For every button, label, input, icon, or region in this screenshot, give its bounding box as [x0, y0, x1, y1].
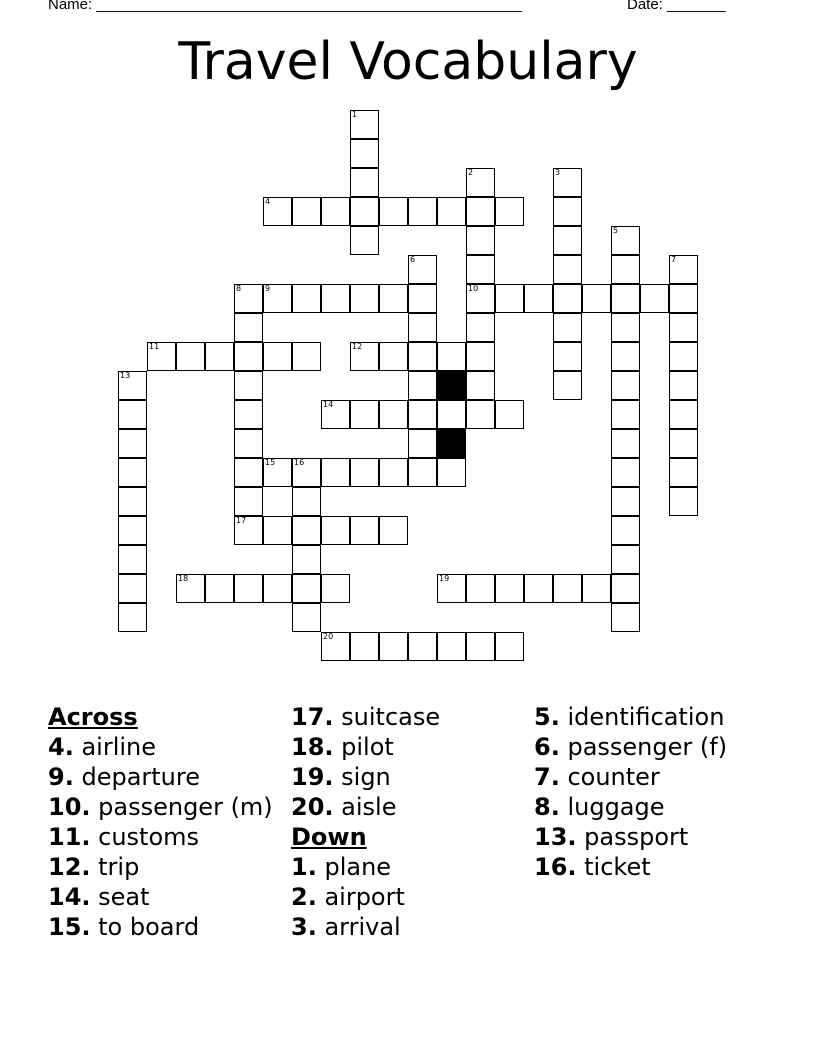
crossword-cell[interactable]: [350, 139, 379, 168]
crossword-cell[interactable]: [234, 284, 263, 313]
crossword-cell[interactable]: [466, 371, 495, 400]
clue-item-text: plane: [316, 853, 392, 881]
crossword-cell[interactable]: [118, 603, 147, 632]
clue-item-text: airline: [73, 733, 157, 761]
crossword-cell[interactable]: [234, 487, 263, 516]
crossword-cell[interactable]: [379, 458, 408, 487]
clue-number-1: 1: [352, 110, 358, 119]
crossword-cell[interactable]: [553, 226, 582, 255]
clue-number-13: 13: [120, 371, 131, 380]
name-field-line: Name: ___________________________________________________: [48, 0, 522, 13]
crossword-cell[interactable]: [553, 168, 582, 197]
crossword-cell[interactable]: [553, 313, 582, 342]
crossword-cell[interactable]: [350, 632, 379, 661]
crossword-cell[interactable]: [466, 574, 495, 603]
clue-number-15: 15: [265, 458, 276, 467]
crossword-cell[interactable]: [495, 197, 524, 226]
crossword-cell[interactable]: [234, 574, 263, 603]
clue-item-number: 15.: [48, 913, 91, 941]
clue-number-3: 3: [555, 168, 561, 177]
crossword-cell[interactable]: [611, 603, 640, 632]
crossword-cell[interactable]: [350, 284, 379, 313]
crossword-cell[interactable]: [234, 371, 263, 400]
clue-number-9: 9: [265, 284, 271, 293]
crossword-cell[interactable]: [524, 574, 553, 603]
clue-item-number: 16.: [534, 853, 577, 881]
crossword-cell[interactable]: [611, 400, 640, 429]
crossword-cell[interactable]: [263, 516, 292, 545]
crossword-cell[interactable]: [582, 284, 611, 313]
clue-number-11: 11: [149, 342, 160, 351]
clue-number-17: 17: [236, 516, 247, 525]
crossword-cell[interactable]: [553, 255, 582, 284]
crossword-cell[interactable]: [669, 429, 698, 458]
crossword-cell[interactable]: [379, 400, 408, 429]
crossword-cell[interactable]: [611, 545, 640, 574]
crossword-cell[interactable]: [611, 342, 640, 371]
crossword-black-cell: [437, 429, 466, 458]
crossword-cell[interactable]: [321, 284, 350, 313]
crossword-cell[interactable]: [611, 255, 640, 284]
crossword-cell[interactable]: [292, 458, 321, 487]
clue-item-text: to board: [90, 913, 200, 941]
crossword-cell[interactable]: [437, 574, 466, 603]
crossword-cell[interactable]: [379, 284, 408, 313]
crossword-cell[interactable]: [350, 342, 379, 371]
crossword-cell[interactable]: [321, 400, 350, 429]
clue-item: [48, 882, 273, 912]
clue-item: [534, 702, 727, 732]
crossword-cell[interactable]: [205, 574, 234, 603]
crossword-cell[interactable]: [669, 342, 698, 371]
clue-item: [291, 912, 440, 942]
crossword-cell[interactable]: [466, 226, 495, 255]
crossword-cell[interactable]: [437, 632, 466, 661]
crossword-cell[interactable]: [408, 400, 437, 429]
clue-item-text: ticket: [576, 853, 651, 881]
crossword-cell[interactable]: [379, 342, 408, 371]
crossword-cell[interactable]: [176, 342, 205, 371]
crossword-cell[interactable]: [263, 458, 292, 487]
crossword-cell[interactable]: [582, 574, 611, 603]
clue-number-5: 5: [613, 226, 619, 235]
crossword-cell[interactable]: [263, 342, 292, 371]
clue-item-text: identification: [559, 703, 725, 731]
crossword-cell[interactable]: [611, 516, 640, 545]
crossword-cell[interactable]: [553, 342, 582, 371]
crossword-cell[interactable]: [553, 284, 582, 313]
crossword-cell[interactable]: [408, 429, 437, 458]
crossword-cell[interactable]: [408, 632, 437, 661]
crossword-cell[interactable]: [466, 197, 495, 226]
clue-item: [534, 732, 727, 762]
crossword-cell[interactable]: [669, 371, 698, 400]
crossword-cell[interactable]: [495, 574, 524, 603]
crossword-cell[interactable]: [611, 371, 640, 400]
crossword-cell[interactable]: [176, 574, 205, 603]
crossword-cell[interactable]: [350, 458, 379, 487]
crossword-cell[interactable]: [495, 284, 524, 313]
crossword-cell[interactable]: [118, 516, 147, 545]
crossword-cell[interactable]: [611, 429, 640, 458]
crossword-cell[interactable]: [234, 313, 263, 342]
crossword-cell[interactable]: [408, 284, 437, 313]
crossword-cell[interactable]: [118, 458, 147, 487]
clue-number-8: 8: [236, 284, 242, 293]
crossword-cell[interactable]: [292, 197, 321, 226]
crossword-cell[interactable]: [495, 632, 524, 661]
clue-number-20: 20: [323, 632, 334, 641]
clue-item: [291, 702, 440, 732]
crossword-cell[interactable]: [321, 516, 350, 545]
crossword-cell[interactable]: [669, 400, 698, 429]
clue-item: [48, 792, 273, 822]
clue-item-number: 8.: [534, 793, 560, 821]
crossword-cell[interactable]: [611, 458, 640, 487]
clue-item-text: passport: [576, 823, 689, 851]
date-field-line: Date: _______: [627, 0, 726, 13]
crossword-cell[interactable]: [437, 400, 466, 429]
clue-item-number: 4.: [48, 733, 74, 761]
crossword-cell[interactable]: [118, 429, 147, 458]
clue-item-number: 2.: [291, 883, 317, 911]
clue-item-text: luggage: [559, 793, 665, 821]
crossword-cell[interactable]: [118, 400, 147, 429]
clue-item-number: 5.: [534, 703, 560, 731]
clue-item: [534, 852, 727, 882]
crossword-cell[interactable]: [611, 313, 640, 342]
clue-item-number: 17.: [291, 703, 334, 731]
clue-item: [48, 732, 273, 762]
crossword-cell[interactable]: [292, 516, 321, 545]
crossword-cell[interactable]: [437, 458, 466, 487]
crossword-cell[interactable]: [379, 516, 408, 545]
crossword-cell[interactable]: [263, 284, 292, 313]
crossword-cell[interactable]: [292, 603, 321, 632]
clue-item: [291, 882, 440, 912]
crossword-cell[interactable]: [466, 632, 495, 661]
clue-number-6: 6: [410, 255, 416, 264]
crossword-cell[interactable]: [553, 574, 582, 603]
crossword-cell[interactable]: [234, 429, 263, 458]
crossword-cell[interactable]: [205, 342, 234, 371]
clue-item-number: 13.: [534, 823, 577, 851]
crossword-cell[interactable]: [292, 487, 321, 516]
crossword-cell[interactable]: [350, 110, 379, 139]
crossword-cell[interactable]: [408, 313, 437, 342]
crossword-cell[interactable]: [466, 255, 495, 284]
clue-item-number: 10.: [48, 793, 91, 821]
clue-item: [534, 792, 727, 822]
crossword-cell[interactable]: [408, 197, 437, 226]
crossword-cell[interactable]: [466, 284, 495, 313]
crossword-cell[interactable]: [321, 197, 350, 226]
crossword-cell[interactable]: [408, 371, 437, 400]
crossword-cell[interactable]: [669, 313, 698, 342]
crossword-cell[interactable]: [118, 487, 147, 516]
crossword-cell[interactable]: [321, 632, 350, 661]
clue-number-10: 10: [468, 284, 479, 293]
crossword-cell[interactable]: [437, 342, 466, 371]
crossword-cell[interactable]: [611, 487, 640, 516]
crossword-cell[interactable]: [234, 400, 263, 429]
clue-item-number: 7.: [534, 763, 560, 791]
crossword-black-cell: [437, 371, 466, 400]
clue-item: [291, 762, 440, 792]
clue-item-text: departure: [73, 763, 200, 791]
clue-item-text: counter: [559, 763, 660, 791]
crossword-cell[interactable]: [234, 516, 263, 545]
crossword-cell[interactable]: [379, 197, 408, 226]
clue-column-3: [534, 702, 727, 882]
clue-item-text: customs: [90, 823, 200, 851]
clue-number-14: 14: [323, 400, 334, 409]
crossword-cell[interactable]: [466, 400, 495, 429]
crossword-cell[interactable]: [466, 342, 495, 371]
crossword-cell[interactable]: [350, 516, 379, 545]
clue-item: [48, 822, 273, 852]
crossword-cell[interactable]: [669, 255, 698, 284]
crossword-cell[interactable]: [611, 226, 640, 255]
clue-item-number: 1.: [291, 853, 317, 881]
clue-item-number: 19.: [291, 763, 334, 791]
clue-item-number: 9.: [48, 763, 74, 791]
clue-item: [48, 762, 273, 792]
clue-item: [534, 762, 727, 792]
clue-number-19: 19: [439, 574, 450, 583]
crossword-cell[interactable]: [466, 313, 495, 342]
clue-item-text: seat: [90, 883, 150, 911]
clue-item-number: 6.: [534, 733, 560, 761]
down-heading: Down: [291, 823, 367, 851]
clue-number-2: 2: [468, 168, 474, 177]
crossword-cell[interactable]: [466, 168, 495, 197]
crossword-cell[interactable]: [321, 458, 350, 487]
crossword-cell[interactable]: [350, 197, 379, 226]
clue-item-number: 12.: [48, 853, 91, 881]
crossword-cell[interactable]: [640, 284, 669, 313]
clue-item-text: passenger (m): [90, 793, 273, 821]
crossword-cell[interactable]: [350, 226, 379, 255]
clue-item-text: suitcase: [333, 703, 441, 731]
clue-item: [534, 822, 727, 852]
crossword-cell[interactable]: [263, 574, 292, 603]
clue-item: [291, 732, 440, 762]
clue-item-number: 18.: [291, 733, 334, 761]
clue-item: [48, 912, 273, 942]
crossword-cell[interactable]: [118, 371, 147, 400]
clue-item-number: 11.: [48, 823, 91, 851]
crossword-cell[interactable]: [292, 574, 321, 603]
crossword-cell[interactable]: [118, 545, 147, 574]
crossword-cell[interactable]: [321, 574, 350, 603]
clue-number-16: 16: [294, 458, 305, 467]
crossword-cell[interactable]: [524, 284, 553, 313]
crossword-cell[interactable]: [611, 574, 640, 603]
clue-column-2: [291, 702, 440, 942]
clue-number-12: 12: [352, 342, 363, 351]
crossword-cell[interactable]: [147, 342, 176, 371]
crossword-cell[interactable]: [234, 342, 263, 371]
clue-item: [48, 852, 273, 882]
clue-item: [291, 792, 440, 822]
clue-item-text: aisle: [333, 793, 397, 821]
crossword-cell[interactable]: [263, 197, 292, 226]
across-heading: Across: [48, 703, 138, 731]
crossword-cell[interactable]: [408, 255, 437, 284]
crossword-cell[interactable]: [611, 284, 640, 313]
crossword-cell[interactable]: [553, 371, 582, 400]
clue-item: [291, 852, 440, 882]
crossword-cell[interactable]: [408, 342, 437, 371]
page-title: Travel Vocabulary: [178, 32, 638, 92]
crossword-cell[interactable]: [553, 197, 582, 226]
crossword-cell[interactable]: [669, 284, 698, 313]
clue-item-text: trip: [90, 853, 140, 881]
clue-item-text: pilot: [333, 733, 394, 761]
crossword-cell[interactable]: [437, 197, 466, 226]
crossword-cell[interactable]: [669, 458, 698, 487]
clue-item-number: 20.: [291, 793, 334, 821]
clue-item-text: sign: [333, 763, 391, 791]
clue-column-1: [48, 702, 273, 942]
crossword-cell[interactable]: [350, 400, 379, 429]
clue-number-18: 18: [178, 574, 189, 583]
clue-item-number: 3.: [291, 913, 317, 941]
crossword-cell[interactable]: [292, 545, 321, 574]
crossword-cell[interactable]: [234, 458, 263, 487]
crossword-cell[interactable]: [118, 574, 147, 603]
clue-item-text: airport: [316, 883, 405, 911]
crossword-cell[interactable]: [495, 400, 524, 429]
crossword-cell[interactable]: [379, 632, 408, 661]
crossword-cell[interactable]: [669, 487, 698, 516]
clue-item-number: 14.: [48, 883, 91, 911]
crossword-cell[interactable]: [292, 284, 321, 313]
clue-number-4: 4: [265, 197, 271, 206]
clue-item-text: arrival: [316, 913, 401, 941]
crossword-cell[interactable]: [350, 168, 379, 197]
crossword-cell[interactable]: [292, 342, 321, 371]
clue-item-text: passenger (f): [559, 733, 728, 761]
clue-number-7: 7: [671, 255, 677, 264]
crossword-cell[interactable]: [408, 458, 437, 487]
